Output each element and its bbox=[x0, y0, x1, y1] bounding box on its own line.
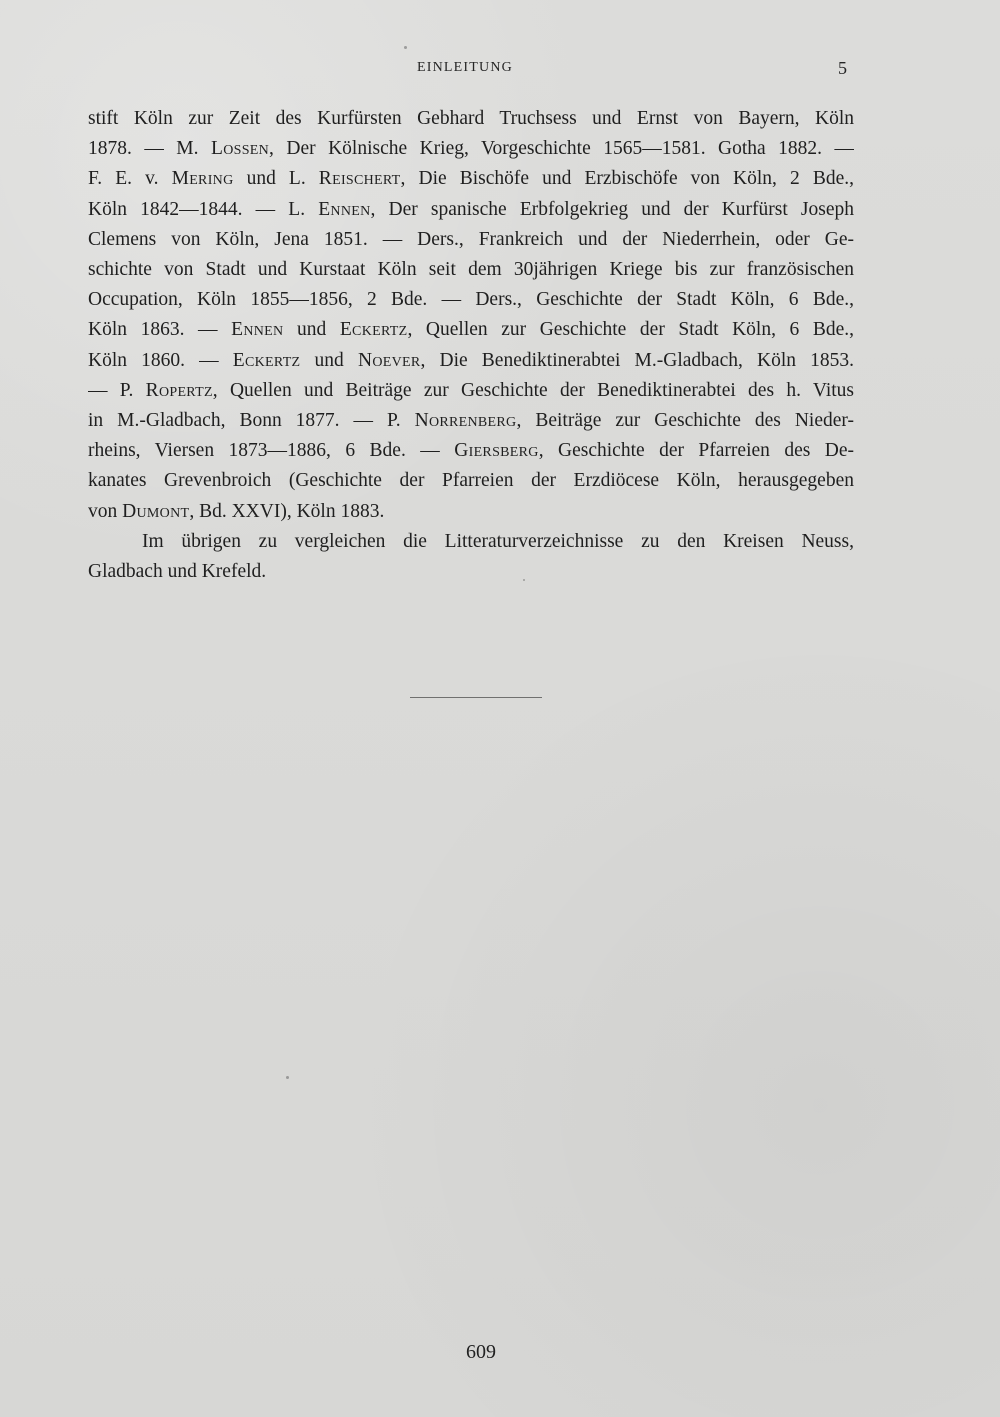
page-number: 5 bbox=[838, 58, 847, 78]
text-segment: Köln 1863. — bbox=[88, 319, 232, 341]
author-name: Ennen bbox=[318, 198, 371, 220]
text-segment: und bbox=[300, 349, 358, 371]
text-segment: , Quellen und Beiträge zur Geschichte der Benediktinerabtei des h. Vitus bbox=[212, 379, 854, 401]
text-line bbox=[88, 346, 854, 376]
text-line bbox=[88, 195, 854, 225]
author-name: Norrenberg bbox=[414, 410, 517, 432]
text-segment: von bbox=[88, 500, 123, 522]
text-segment: rheins, Viersen 1873—1886, 6 Bde. — bbox=[88, 440, 455, 462]
text-line bbox=[88, 225, 854, 255]
author-name: Noever bbox=[357, 349, 421, 371]
text-line bbox=[88, 557, 854, 587]
section-divider bbox=[410, 697, 542, 698]
text-line bbox=[88, 497, 854, 527]
author-name: Lossen bbox=[210, 138, 270, 160]
text-line bbox=[88, 436, 854, 466]
text-line bbox=[88, 134, 854, 164]
text-segment: , Geschichte der Pfarreien des De- bbox=[538, 440, 854, 462]
bibliography-paragraph bbox=[88, 104, 854, 587]
text-line bbox=[88, 164, 854, 194]
text-line bbox=[88, 255, 854, 285]
text-line bbox=[88, 527, 854, 557]
text-segment: , Die Benediktinerabtei M.-Gladbach, Köln 1853. bbox=[420, 349, 854, 371]
running-header bbox=[0, 58, 1000, 82]
text-line bbox=[88, 285, 854, 315]
text-segment: , Quellen zur Geschichte der Stadt Köln, 6 Bde., bbox=[407, 319, 854, 341]
text-segment: Occupation, Köln 1855—1856, 2 Bde. — Ders., Geschichte der Stadt Köln, 6 Bde., bbox=[88, 289, 854, 311]
text-segment: Köln 1860. — bbox=[88, 349, 233, 371]
author-name: Ennen bbox=[231, 319, 284, 341]
text-segment: Clemens von Köln, Jena 1851. — Ders., Frankreich und der Niederrhein, oder Ge- bbox=[88, 228, 854, 250]
author-name: Dumont bbox=[122, 500, 190, 522]
text-segment: stift Köln zur Zeit des Kurfürsten Gebhard Truchsess und Ernst von Bayern, Köln bbox=[88, 108, 854, 129]
text-segment: , Der Kölnische Krieg, Vorgeschichte 1565—1581. Gotha 1882. — bbox=[269, 138, 854, 160]
author-name: Eckertz bbox=[339, 319, 408, 341]
text-line bbox=[88, 376, 854, 406]
author-name: Reischert bbox=[318, 168, 401, 190]
text-segment: , Bd. XXVI), Köln 1883. bbox=[189, 500, 385, 522]
text-segment: , Beiträge zur Geschichte des Nieder- bbox=[516, 410, 854, 432]
text-segment: schichte von Stadt und Kurstaat Köln seit dem 30jährigen Kriege bis zur französischen bbox=[88, 259, 854, 281]
text-line bbox=[88, 466, 854, 496]
text-segment: Im übrigen zu vergleichen die Litteraturverzeichnisse zu den Kreisen Neuss, bbox=[142, 530, 854, 552]
text-line bbox=[88, 315, 854, 345]
author-name: Eckertz bbox=[232, 349, 301, 371]
text-segment: Gladbach und Krefeld. bbox=[88, 561, 267, 583]
author-name: Mering bbox=[171, 168, 234, 190]
text-segment: kanates Grevenbroich (Geschichte der Pfarreien der Erzdiöcese Köln, herausgegeben bbox=[88, 470, 854, 492]
paper-speck bbox=[523, 579, 525, 581]
text-segment: , Die Bischöfe und Erzbischöfe von Köln, 2 Bde., bbox=[400, 168, 854, 190]
text-segment: in M.-Gladbach, Bonn 1877. — P. bbox=[88, 410, 415, 432]
paper-speck bbox=[286, 1076, 289, 1079]
text-line bbox=[88, 104, 854, 134]
author-name: Giersberg bbox=[454, 440, 539, 462]
text-segment: und L. bbox=[233, 168, 319, 190]
running-title: EINLEITUNG bbox=[417, 60, 513, 75]
text-line bbox=[88, 406, 854, 436]
paper-speck bbox=[404, 46, 407, 49]
text-segment: F. E. v. bbox=[88, 168, 172, 190]
text-segment: und bbox=[283, 319, 340, 341]
text-segment: , Der spanische Erbfolgekrieg und der Kurfürst Joseph bbox=[370, 198, 854, 220]
sheet-number: 609 bbox=[466, 1341, 496, 1363]
text-segment: 1878. — M. bbox=[88, 138, 211, 160]
text-segment: Köln 1842—1844. — L. bbox=[88, 198, 319, 220]
author-name: Ropertz bbox=[145, 379, 213, 401]
text-segment: — P. bbox=[88, 379, 146, 401]
